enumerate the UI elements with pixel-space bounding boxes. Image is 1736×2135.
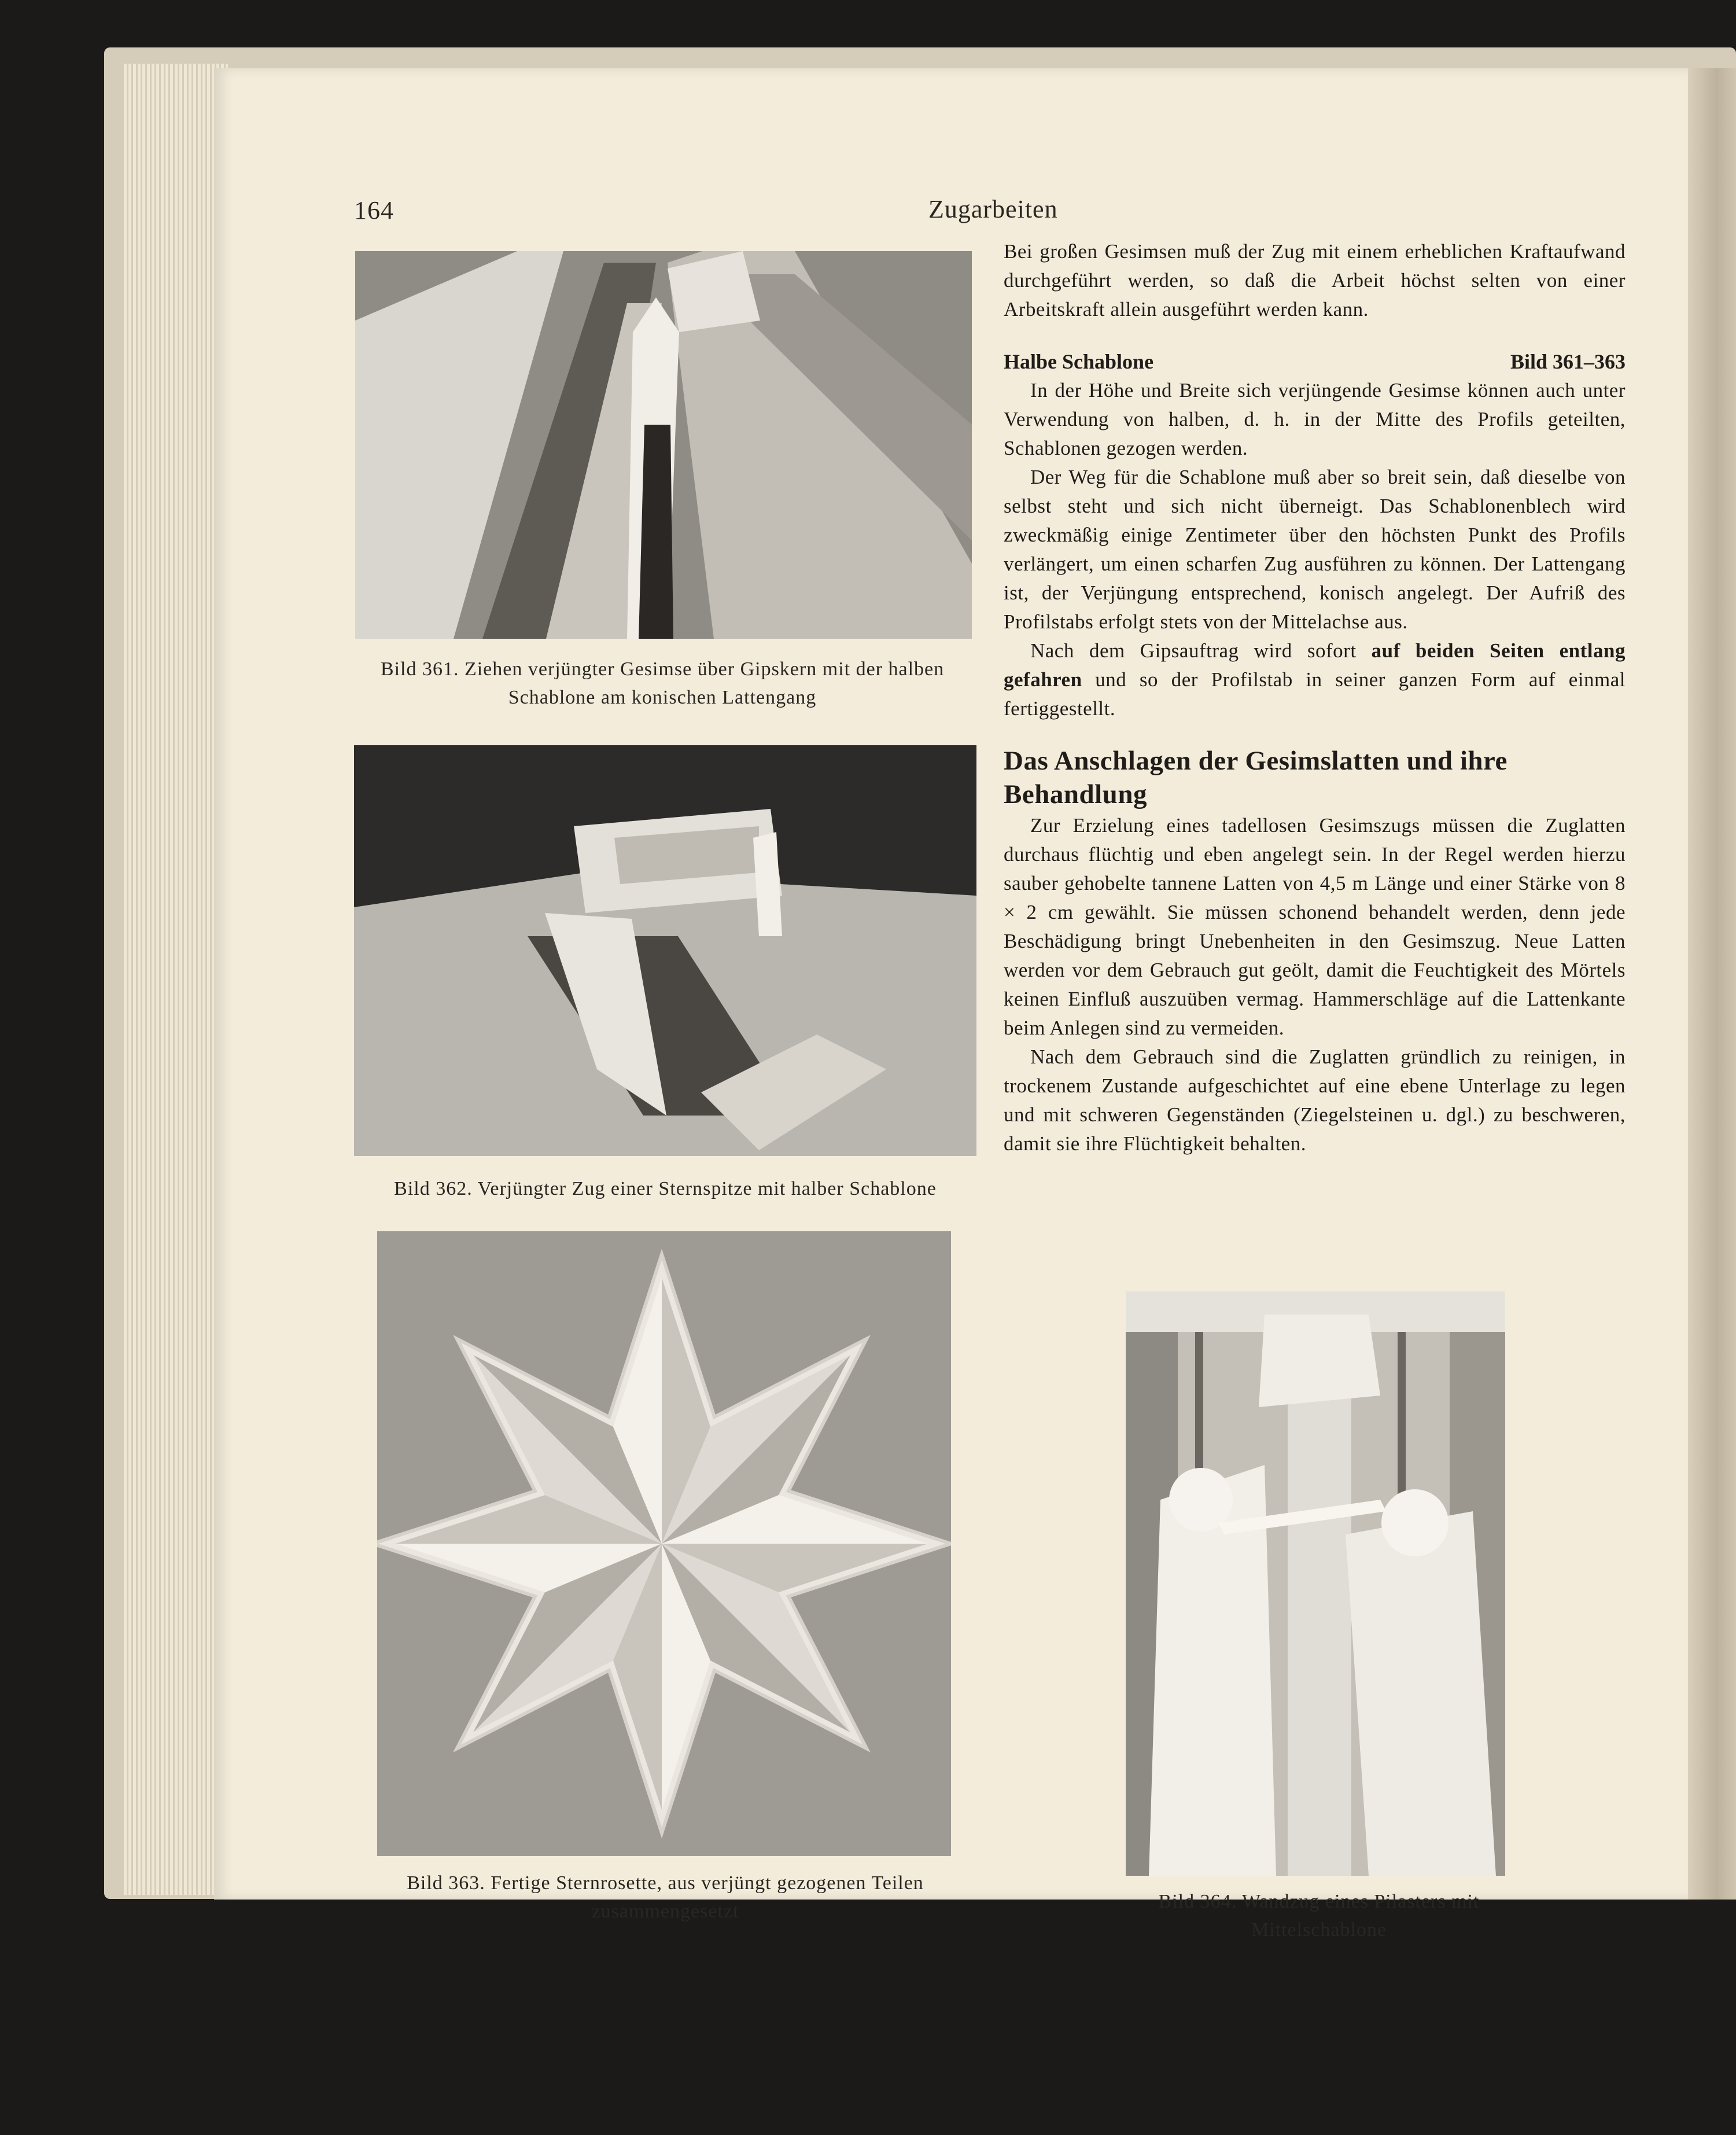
paragraph-text: Nach dem Gipsauftrag wird sofort — [1030, 639, 1357, 662]
text-column — [1004, 237, 1626, 1158]
paragraph: In der Höhe und Breite sich verjüngende Gesimse können auch unter Verwendung von halben, d. h. in der Mitte des Profils geteilten, Schablonen gezogen werden. — [1004, 379, 1626, 459]
page-number: 164 — [354, 196, 394, 224]
caption-bild-361: Bild 361. Ziehen verjüngter Gesimse über Gipskern mit der halben Schablone am konischen Lattengang — [380, 658, 945, 708]
bold-phrase: auf beiden Seiten entlang gefahren — [1004, 639, 1626, 691]
paragraph: Zur Erzielung eines tadellosen Gesimszugs müssen die Zuglatten durchaus flüchtig und eben angelegt sein. In der Regel werden hierzu sauber gehobelte tannene Latten von 4,5 m Länge und einer Stärke von 8 × 2 cm gewählt. Sie müssen schonend behandelt werden, denn jede Beschädigung bringt Unebenheiten in den Gesimszug. Neue Latten werden vor dem Gebrauch gut geölt, damit die Feuchtigkeit des Mörtels keinen Einfluß auszuüben vermag. Hammerschläge auf die Lattenkante beim Anlegen sind zu vermeiden. — [1004, 814, 1626, 1039]
book-spine — [1688, 68, 1736, 1900]
photo-bild-362 — [354, 745, 976, 1156]
photo-bild-361 — [355, 251, 972, 639]
figure-reference: Bild 361–363 — [1510, 350, 1626, 373]
photo-bild-363 — [377, 1231, 951, 1856]
paragraph: Der Weg für die Schablone muß aber so breit sein, daß dieselbe von selbst steht und sich nicht überneigt. Das Schablonenblech wird zweckmäßig einige Zentimeter über den höchsten Punkt des Profils verlängert, um einen scharfen Zug ausführen zu können. Der Lattengang ist, der Verjüngung entsprechend, konisch angelegt. Der Aufriß des Profilstabs erfolgt stets von der Mittelachse aus. — [1004, 466, 1626, 633]
photo-bild-364 — [1126, 1291, 1505, 1876]
section-title: Halbe Schablone — [1004, 350, 1154, 373]
paragraph — [1004, 636, 1626, 723]
caption-bild-363: Bild 363. Fertige Sternrosette, aus verjüngt gezogenen Teilen zusammengesetzt — [407, 1872, 924, 1922]
intro-paragraph: Bei großen Gesimsen muß der Zug mit einem erheblichen Kraftaufwand durchgeführt werden, so daß die Arbeit höchst selten von einer Arbeitskraft allein ausgeführt werden kann. — [1004, 240, 1626, 321]
page-edges — [124, 64, 228, 1895]
paragraph: Nach dem Gebrauch sind die Zuglatten gründlich zu reinigen, in trockenem Zustande aufgeschichtet auf eine ebene Unterlage zu legen und mit schweren Gegenständen (Ziegelsteinen u. dgl.) zu beschweren, damit sie ihre Flüchtigkeit behalten. — [1004, 1046, 1626, 1155]
caption-bild-364: Bild 364. Wandzug eines Pilasters mit Mittelschablone — [1158, 1891, 1480, 1941]
section-halbe-schablone-heading — [1004, 347, 1626, 376]
section-heading: Das Anschlagen der Gesimslatten und ihre Behandlung — [1004, 746, 1508, 809]
paragraph-text: und so der Profilstab in seiner ganzen Form auf einmal fertiggestellt. — [1004, 668, 1626, 720]
caption-bild-362: Bild 362. Verjüngter Zug einer Sternspitze mit halber Schablone — [394, 1178, 937, 1199]
running-head: Zugarbeiten — [928, 195, 1058, 223]
